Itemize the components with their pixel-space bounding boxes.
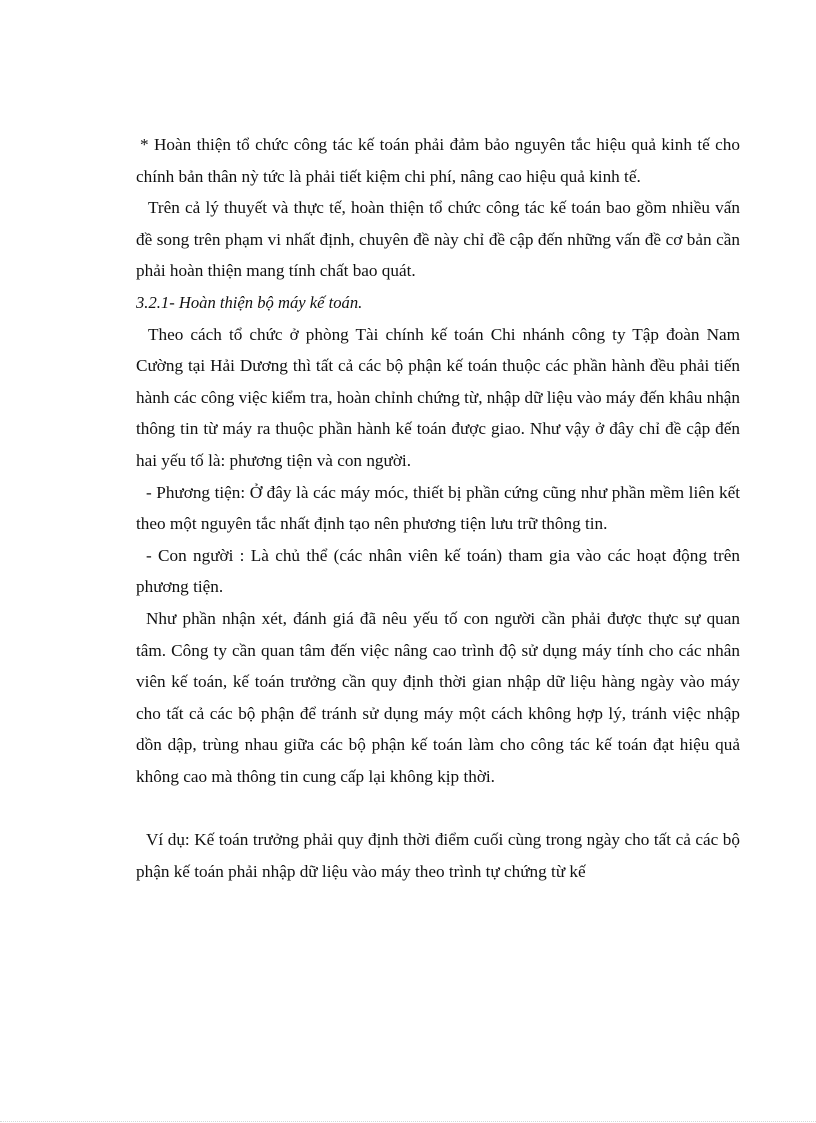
paragraph-organization: Theo cách tổ chức ở phòng Tài chính kế toán Chi nhánh công ty Tập đoàn Nam Cường tại Hải Dương thì tất cả các bộ phận kế toán thuộc các phần hành đều phải tiến hành các công việc kiểm tra, hoàn chỉnh chứng từ, nhập dữ liệu vào máy đến khâu nhận thông tin từ máy ra thuộc phần hành kế toán được giao. Như vậy ở đây chỉ đề cập đến hai yếu tố là: phương tiện và con người. <box>136 324 741 470</box>
document-body <box>136 129 740 887</box>
paragraph-gap <box>136 792 740 824</box>
page-bottom-divider <box>0 1121 816 1122</box>
paragraph-means: - Phương tiện: Ở đây là các máy móc, thiết bị phần cứng cũng như phần mềm liên kết theo một nguyên tắc nhất định tạo nên phương tiện lưu trữ thông tin. <box>136 482 740 534</box>
section-heading-3-2-1: 3.2.1- Hoàn thiện bộ máy kế toán. <box>136 292 363 312</box>
paragraph-theory-practice: Trên cả lý thuyết và thực tế, hoàn thiện tổ chức công tác kế toán bao gồm nhiều vấn đề song trên phạm vi nhất định, chuyên đề này chỉ đề cập đến những vấn đề cơ bản cần phải hoàn thiện mang tính chất bao quát. <box>136 198 740 281</box>
paragraph-people: - Con người : Là chủ thể (các nhân viên kế toán) tham gia vào các hoạt động trên phương tiện. <box>136 545 740 597</box>
paragraph-example: Ví dụ: Kế toán trưởng phải quy định thời điểm cuối cùng trong ngày cho tất cả các bộ phận kế toán phải nhập dữ liệu vào máy theo trình tự chứng từ kế <box>136 830 740 881</box>
paragraph-assessment: Như phần nhận xét, đánh giá đã nêu yếu tố con người cần phải được thực sự quan tâm. Công ty cần quan tâm đến việc nâng cao trình độ sử dụng máy tính cho các nhân viên kế toán, kế toán trưởng cần quy định thời gian nhập dữ liệu hàng ngày vào máy cho tất cả các bộ phận để tránh sử dụng máy một cách không hợp lý, tránh việc nhập dồn dập, trùng nhau giữa các bộ phận kế toán làm cho công tác kế toán đạt hiệu quả không cao mà thông tin cung cấp lại không kịp thời. <box>136 608 740 786</box>
paragraph-principle: * Hoàn thiện tổ chức công tác kế toán phải đảm bảo nguyên tắc hiệu quả kinh tế cho chính bản thân nỳ tức là phải tiết kiệm chi phí, nâng cao hiệu quả kinh tế. <box>136 135 740 186</box>
